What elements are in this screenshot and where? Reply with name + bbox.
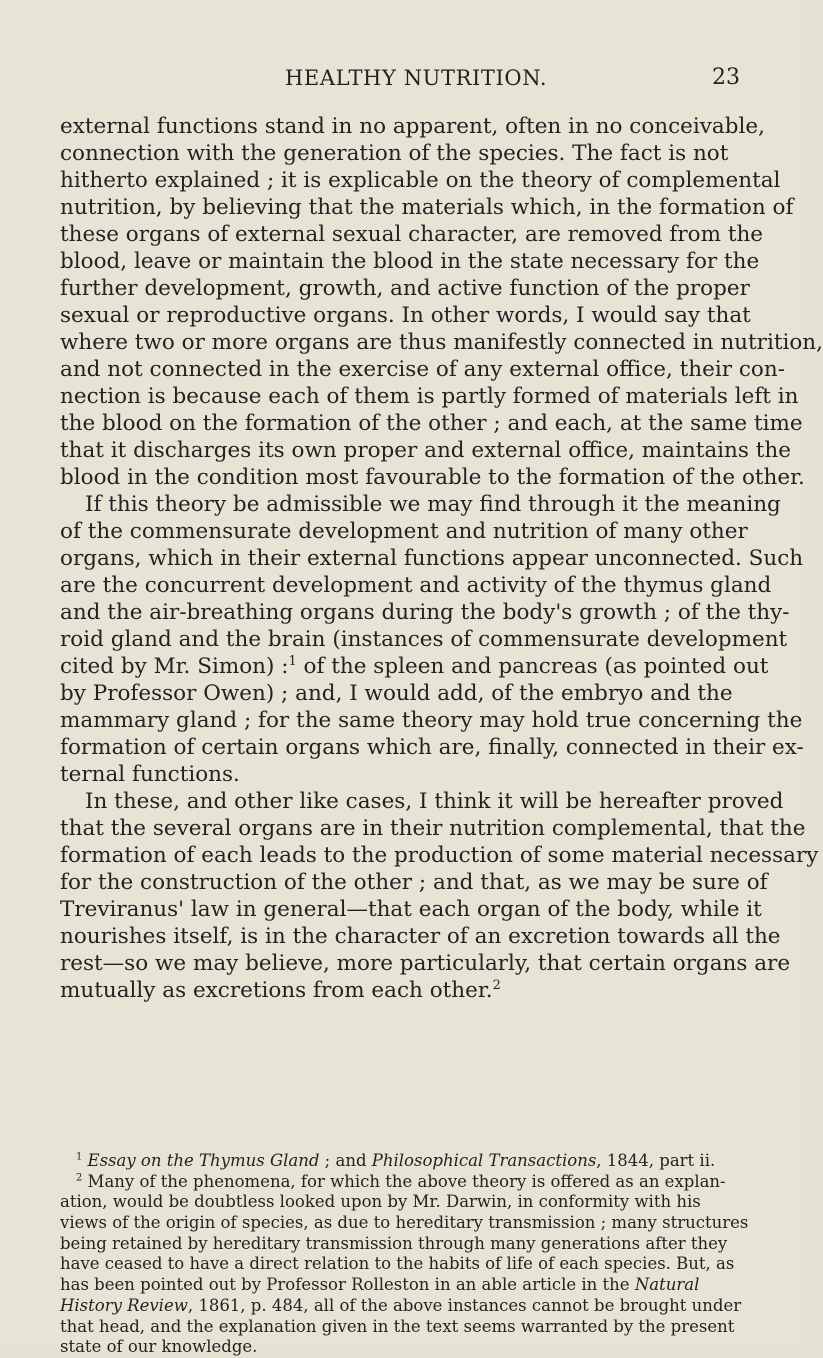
footnote-line [60, 1275, 737, 1296]
text-line: Treviranus' law in general—that each organ of the body, while it [60, 897, 762, 922]
text-fragment: ; and [319, 1151, 372, 1170]
text-line: nourishes itself, is in the character of an excretion towards all the [60, 924, 781, 949]
text-fragment: , 1861, p. 484, all of the above instances cannot be brought under [187, 1295, 742, 1315]
footnote-line: have ceased to have a direct relation to the habits of life of each species. But, as [60, 1254, 735, 1274]
footnote-line: state of our knowledge. [60, 1337, 258, 1357]
text-line: If this theory be admissible we may find through it the meaning [85, 492, 781, 517]
footnote-marker: 1 [76, 1151, 83, 1163]
text-line: that the several organs are in their nutrition complemental, that the [60, 816, 806, 841]
text-fragment: mutually as excretions from each other. [60, 978, 493, 1003]
text-line: sexual or reproductive organs. In other words, I would say that [60, 303, 751, 328]
text-line: mammary gland ; for the same theory may hold true concerning the [60, 708, 803, 733]
text-line: nutrition, by believing that the materials which, in the formation of [60, 195, 794, 220]
footnote-line [60, 1295, 742, 1317]
footnote-line: views of the origin of species, as due to hereditary transmission ; many structures [60, 1213, 749, 1233]
text-line: are the concurrent development and activity of the thymus gland [60, 573, 772, 598]
text-line: external functions stand in no apparent, often in no conceivable, [60, 114, 765, 139]
text-line: formation of certain organs which are, finally, connected in their ex- [60, 735, 804, 760]
text-line: organs, which in their external functions appear unconnected. Such [60, 546, 804, 571]
text-line: for the construction of the other ; and that, as we may be sure of [60, 870, 768, 895]
page-number: 23 [712, 65, 740, 90]
footnote-1 [60, 1151, 737, 1172]
footnote-ref-1: 1 [288, 653, 297, 669]
text-fragment: cited by Mr. Simon) : [60, 654, 289, 679]
text-fragment: of the spleen and pancreas (as pointed out [303, 654, 769, 679]
text-line: connection with the generation of the species. The fact is not [60, 141, 729, 166]
text-line [60, 977, 737, 1004]
footnote-line: ation, would be doubtless looked upon by Mr. Darwin, in conformity with his [60, 1192, 701, 1212]
text-line: nection is because each of them is partly formed of materials left in [60, 384, 799, 409]
text-line: blood, leave or maintain the blood in the state necessary for the [60, 249, 760, 274]
footnote-marker: 2 [76, 1172, 83, 1184]
footnote-line: that head, and the explanation given in the text seems warranted by the present [60, 1316, 735, 1336]
text-line: roid gland and the brain (instances of commensurate development [60, 627, 788, 652]
text-line: ternal functions. [60, 762, 240, 787]
text-line: and the air-breathing organs during the body's growth ; of the thy- [60, 600, 790, 625]
text-line: hitherto explained ; it is explicable on the theory of complemental [60, 168, 781, 193]
cited-title: History Review [60, 1295, 188, 1315]
footnote-2 [60, 1172, 737, 1193]
cited-title: Philosophical Transactions [371, 1151, 597, 1170]
body-text [60, 113, 823, 1004]
text-line: further development, growth, and active function of the proper [60, 276, 750, 301]
text-line: formation of each leads to the production of some material necessary [60, 843, 819, 868]
text-fragment: has been pointed out by Professor Rolleston in an able article in the [60, 1275, 630, 1295]
text-line: rest—so we may believe, more particularly, that certain organs are [60, 951, 791, 976]
text-fragment: Many of the phenomena, for which the above theory is offered as an explan- [87, 1171, 726, 1191]
text-line: where two or more organs are thus manifestly connected in nutrition, [60, 330, 823, 355]
running-head [0, 64, 800, 94]
footnote-ref-2: 2 [492, 977, 501, 993]
text-line [60, 653, 769, 680]
text-line: by Professor Owen) ; and, I would add, of the embryo and the [60, 681, 733, 706]
text-line: these organs of external sexual character, are removed from the [60, 222, 764, 247]
cited-title: Natural [634, 1275, 700, 1295]
footnotes [60, 1151, 749, 1358]
text-fragment: , 1844, part ii. [596, 1151, 716, 1170]
text-line: of the commensurate development and nutrition of many other [60, 519, 748, 544]
text-line: the blood on the formation of the other ; and each, at the same time [60, 411, 803, 436]
text-line: In these, and other like cases, I think it will be hereafter proved [85, 789, 784, 814]
footnote-line: being retained by hereditary transmission through many generations after they [60, 1233, 728, 1253]
running-title: HEALTHY NUTRITION. [285, 66, 548, 90]
cited-title: Essay on the Thymus Gland [87, 1151, 320, 1170]
text-line: blood in the condition most favourable to the formation of the other. [60, 465, 805, 490]
text-line: and not connected in the exercise of any external office, their con- [60, 357, 785, 382]
text-line: that it discharges its own proper and external office, maintains the [60, 438, 791, 463]
